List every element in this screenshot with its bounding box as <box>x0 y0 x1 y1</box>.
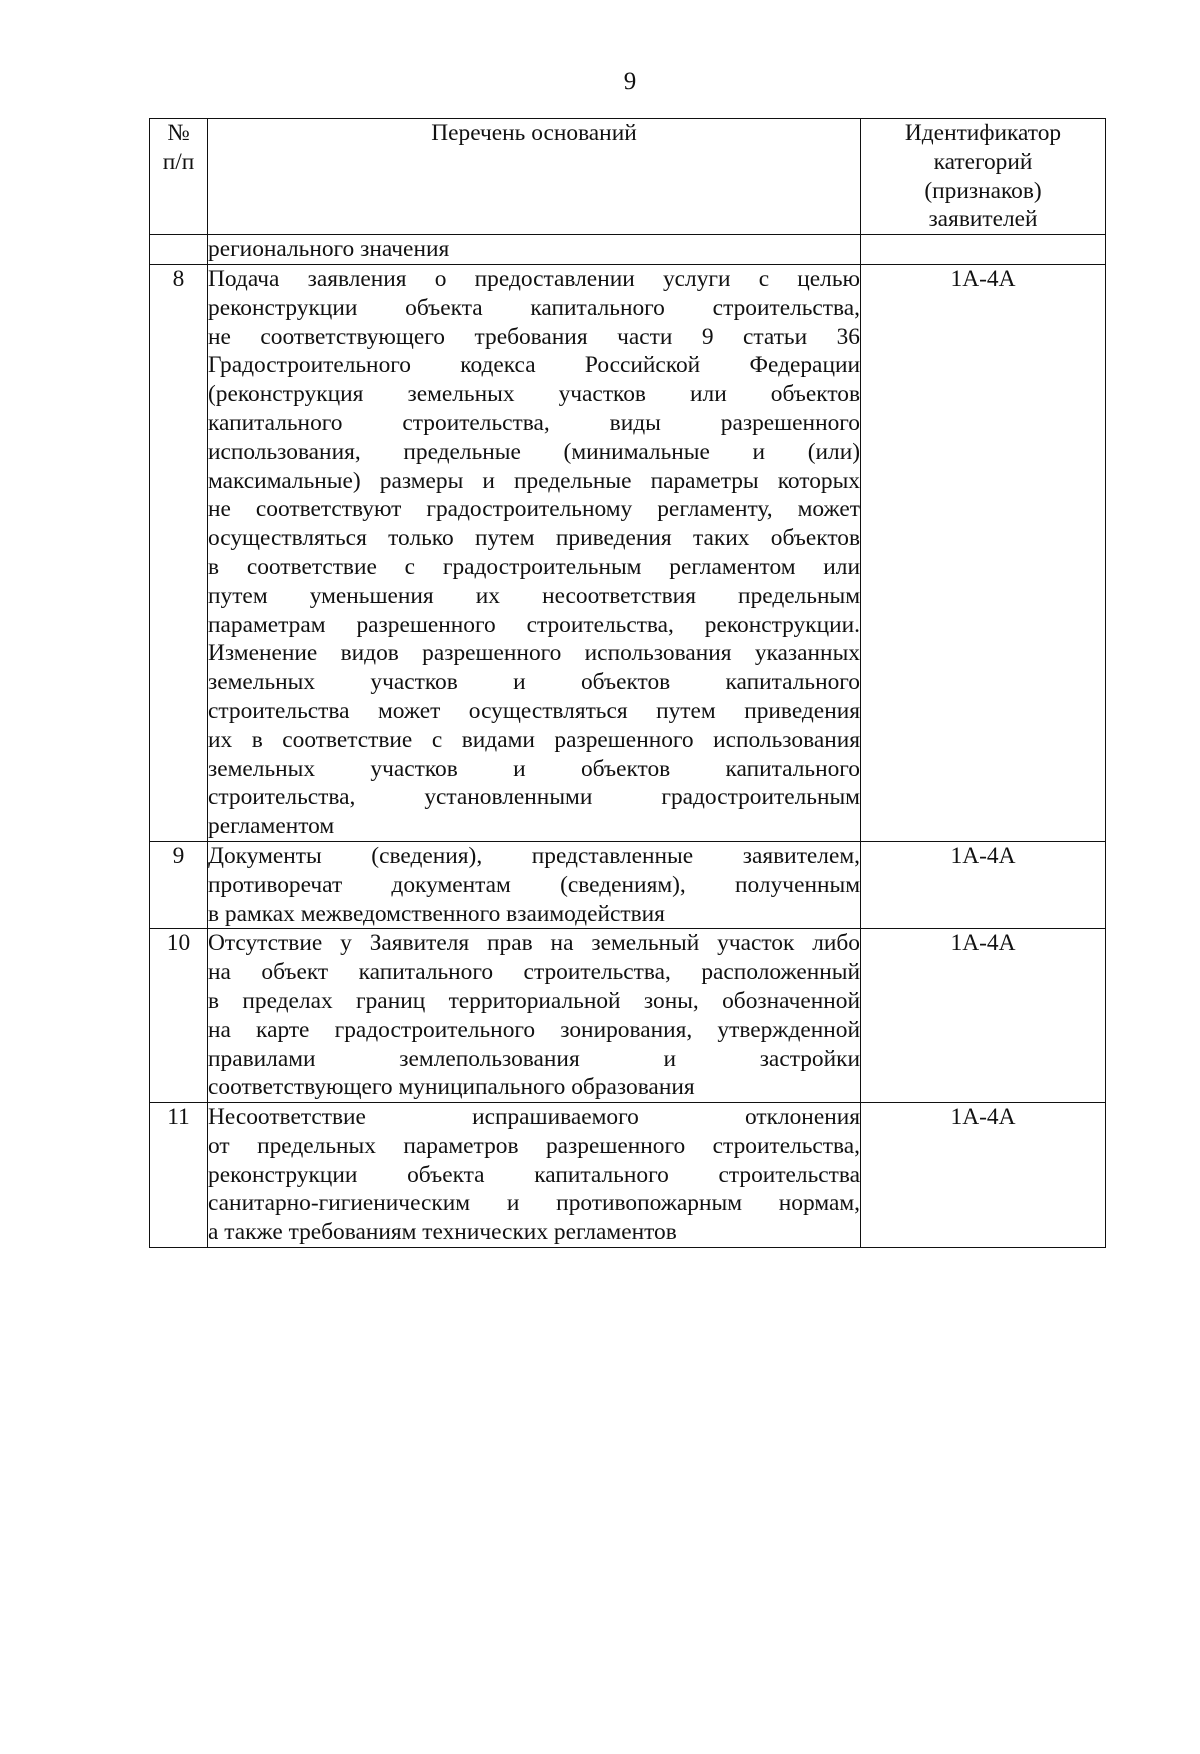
grounds-text-line: Несоответствие испрашиваемого отклонения <box>208 1104 860 1131</box>
grounds-text-line: от предельных параметров разрешенного строительства, <box>208 1132 860 1159</box>
grounds-text-line: (реконструкция земельных участков или объектов <box>208 381 860 408</box>
grounds-text-line: реконструкции объекта капитального строительства <box>208 1161 860 1188</box>
header-number-line: № <box>167 120 190 146</box>
row-identifier <box>861 235 1106 265</box>
row-grounds <box>208 235 861 265</box>
row-grounds <box>208 1103 861 1248</box>
grounds-text-line: противоречат документам (сведениям), полученным <box>208 871 860 898</box>
grounds-text-line: Изменение видов разрешенного использования указанных <box>208 640 860 667</box>
grounds-table <box>149 118 1106 1248</box>
grounds-text-line: правилами землепользования и застройки <box>208 1045 860 1072</box>
grounds-text-line: капитального строительства, виды разрешенного <box>208 409 860 436</box>
grounds-text-line: регионального значения <box>208 236 450 263</box>
grounds-text-line: путем уменьшения их несоответствия предельным <box>208 582 860 609</box>
row-identifier: 1А-4А <box>861 929 1106 1103</box>
header-number-line: п/п <box>162 148 195 175</box>
row-grounds <box>208 264 861 841</box>
grounds-text-line: реконструкции объекта капитального строительства, <box>208 294 860 321</box>
grounds-text-line: на карте градостроительного зонирования, утвержденной <box>208 1016 860 1043</box>
grounds-text-line: их в соответствие с видами разрешенного использования <box>208 726 860 753</box>
row-number: 8 <box>150 264 208 841</box>
row-number: 9 <box>150 841 208 928</box>
row-grounds <box>208 841 861 928</box>
grounds-text-line: Отсутствие у Заявителя прав на земельный участок либо <box>208 930 860 957</box>
grounds-text-line: земельных участков и объектов капитального <box>208 669 860 696</box>
table-row <box>150 1103 1106 1248</box>
grounds-text-line: параметрам разрешенного строительства, реконструкции. <box>208 611 860 638</box>
row-number: 11 <box>150 1103 208 1248</box>
grounds-text-line: а также требованиям технических регламентов <box>208 1219 677 1246</box>
grounds-text-line: в рамках межведомственного взаимодействия <box>208 900 665 927</box>
grounds-text-line: Подача заявления о предоставлении услуги с целью <box>208 265 860 292</box>
row-grounds <box>208 929 861 1103</box>
page-number: 9 <box>623 68 637 95</box>
grounds-text-line: Градостроительного кодекса Российской Федерации <box>208 352 860 379</box>
grounds-text-line: строительства, установленными градостроительным <box>208 784 860 811</box>
grounds-text-line: в пределах границ территориальной зоны, обозначенной <box>208 987 860 1014</box>
grounds-text-line: не соответствующего требования части 9 статьи 36 <box>208 323 860 350</box>
header-identifier <box>861 119 1106 235</box>
header-identifier-line: категорий <box>933 148 1033 175</box>
grounds-text-line: строительства может осуществляться путем приведения <box>208 697 860 724</box>
grounds-text-line: соответствующего муниципального образования <box>208 1074 695 1101</box>
grounds-text-line: санитарно-гигиеническим и противопожарным нормам, <box>208 1190 860 1217</box>
grounds-text-line: использования, предельные (минимальные и (или) <box>208 438 860 465</box>
grounds-text-line: регламентом <box>208 813 335 840</box>
header-identifier-line: Идентификатор <box>904 120 1062 146</box>
header-number <box>150 119 208 235</box>
header-identifier-line: заявителей <box>928 206 1038 233</box>
table-row <box>150 264 1106 841</box>
table-row <box>150 841 1106 928</box>
table-row <box>150 235 1106 265</box>
grounds-text-line: в соответствие с градостроительным регламентом или <box>208 553 860 580</box>
grounds-text-line: максимальные) размеры и предельные параметры которых <box>208 467 860 494</box>
row-identifier: 1А-4А <box>861 264 1106 841</box>
table-body <box>150 235 1106 1248</box>
grounds-text-line: земельных участков и объектов капитального <box>208 755 860 782</box>
row-number <box>150 235 208 265</box>
table-header-row <box>150 119 1106 235</box>
row-identifier: 1А-4А <box>861 841 1106 928</box>
table-row <box>150 929 1106 1103</box>
grounds-text-line: Документы (сведения), представленные заявителем, <box>208 842 860 869</box>
row-number: 10 <box>150 929 208 1103</box>
grounds-text-line: не соответствуют градостроительному регламенту, может <box>208 496 860 523</box>
header-grounds: Перечень оснований <box>208 119 861 235</box>
header-identifier-line: (признаков) <box>924 177 1042 204</box>
grounds-text-line: осуществляться только путем приведения таких объектов <box>208 525 860 552</box>
grounds-text-line: на объект капитального строительства, расположенный <box>208 959 860 986</box>
row-identifier: 1А-4А <box>861 1103 1106 1248</box>
